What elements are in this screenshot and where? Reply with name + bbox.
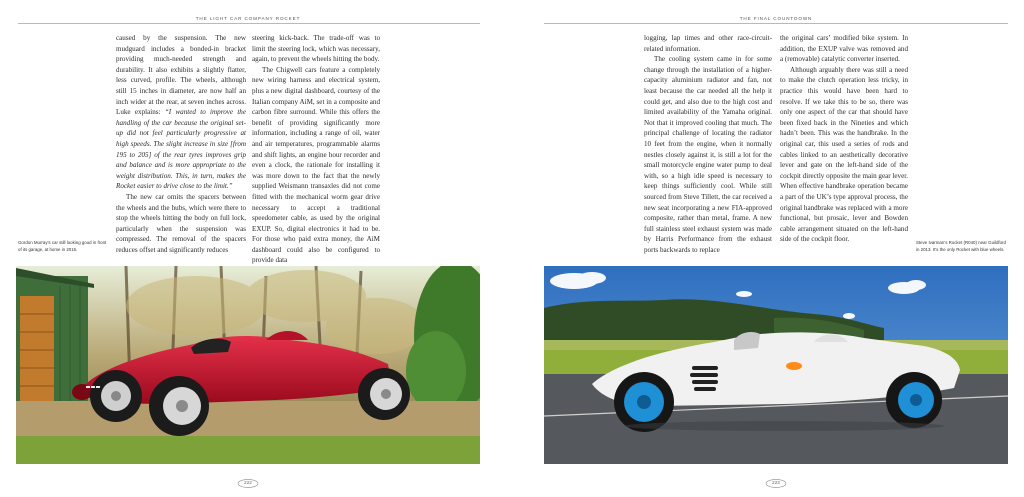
- right-running-head: THE FINAL COUNTDOWN: [739, 16, 813, 21]
- right-col2-para2: Although arguably there was still a need to make the clutch operation less tricky, in practice this would have been hard to resolve. If we take this to be so, there was only one aspect of the car that should have been fixed back in the Nineties and which hadn’t been. This was the handbrake. In the original car, this used a series of rods and cables linked to an aesthetically decorative lever and gate on the left-hand side of the cockpit directly opposite the main gear lever. When effective handbrake operation became a part of the UK’s type approval process, the original handbrake was replaced with a more functional, but prosaic, lever and Bowden cable arrangement situated on the left-hand side of the cockpit floor.: [780, 65, 908, 244]
- left-header-rule: [18, 23, 480, 24]
- right-folio: [765, 479, 787, 488]
- left-page-number: 222: [244, 480, 252, 485]
- right-column-2: [780, 33, 908, 245]
- right-header-rule: [544, 23, 1008, 24]
- left-column-1: [116, 33, 246, 255]
- right-col1-para1: logging, lap times and other race-circuit-related information.: [644, 34, 772, 53]
- left-running-head: THE LIGHT CAR COMPANY ROCKET: [195, 16, 301, 21]
- right-column-1: [644, 33, 772, 255]
- left-col1-quote: “I wanted to improve the handling of the car because the original set-up did not feel particularly progressive at high speeds. The slight increase in size [from 195 to 205] of the rear tyres improves grip and balance and is more appropriate to the weight distribution. This, in turn, makes the Rocket easier to drive close to the limit.”: [116, 108, 247, 191]
- red-rocket-photo: [16, 266, 480, 464]
- left-caption: Gordon Murray’s car still looking good in front of its garage, at home in 2016.: [18, 240, 107, 252]
- left-col2-para1: steering kick-back. The trade-off was to limit the steering lock, which was necessary, again, to prevent the wheels hitting the body.: [252, 34, 380, 64]
- left-folio: [237, 479, 259, 488]
- left-col1-para1: [116, 33, 246, 192]
- right-col1-para2: The cooling system came in for some change through the installation of a higher-capacity aluminium radiator and fan, not least because the car needed all the help it could get, and also due to the high cost and limited availability of the Yamaha original. Not that it improved cooling that much. The principal challenge of locating the radiator 10 feet from the engine, when it normally nestles closely against it, is still a lot for the small motorcycle engine water pump to deal with, so a high idle speed is necessary to keep things sufficiently cool. While still sourced from Steve Tillett, the car received a new seat incorporating a new FIA-approved composite, rather than metal, frame. A new full stainless steel exhaust system was made by Harris Performance from the exhaust ports backwards to replace: [644, 55, 772, 254]
- left-col2-para2: The Chigwell cars feature a completely new wiring harness and electrical system, plus a new digital dashboard, courtesy of the Italian company AiM, set in a composite and carbon fibre surround. While this offers the benefit of providing significantly more information, including a range of oil, water and air temperatures, programmable alarms and shift lights, an engine hour recorder and even a clock, the rationale for installing it was more down to the fact that the newly supplied Weismann transaxles did not come fitted with the mechanical worm gear drive necessary to accept a traditional speedometer cable, as used by the original EXUP. So, digital electronics it had to be. For those who paid extra money, the AiM dashboard could also be configured to provide data: [252, 65, 380, 265]
- left-col1-para2: The new car omits the spacers between the wheels and the hubs, which were there to stop the wheels hitting the body on full lock, particularly when the suspension was compressed. The removal of the spacers reduces offset and significantly reduces: [116, 192, 246, 254]
- right-caption: Steve Ivarman’s Rocket (R040) near Guildford in 2013. It’s the only Rocket with blue wheels.: [916, 240, 1006, 252]
- right-col2-para1: the original cars’ modified bike system. In addition, the EXUP valve was removed and a (removable) catalytic converter inserted.: [780, 34, 908, 64]
- left-col1-para1-text: caused by the suspension. The new mudguard includes a bonded-in bracket providing much-needed strength and durability. It also exhibits a slightly flatter, less curved, profile. The wheels, although still 15 inches in diameter, are now half an inch wider at the rear, at seven inches across. Luke explains:: [116, 34, 246, 117]
- left-column-2: [252, 33, 380, 266]
- right-page-number: 223: [772, 480, 780, 485]
- white-rocket-photo: [544, 266, 1008, 464]
